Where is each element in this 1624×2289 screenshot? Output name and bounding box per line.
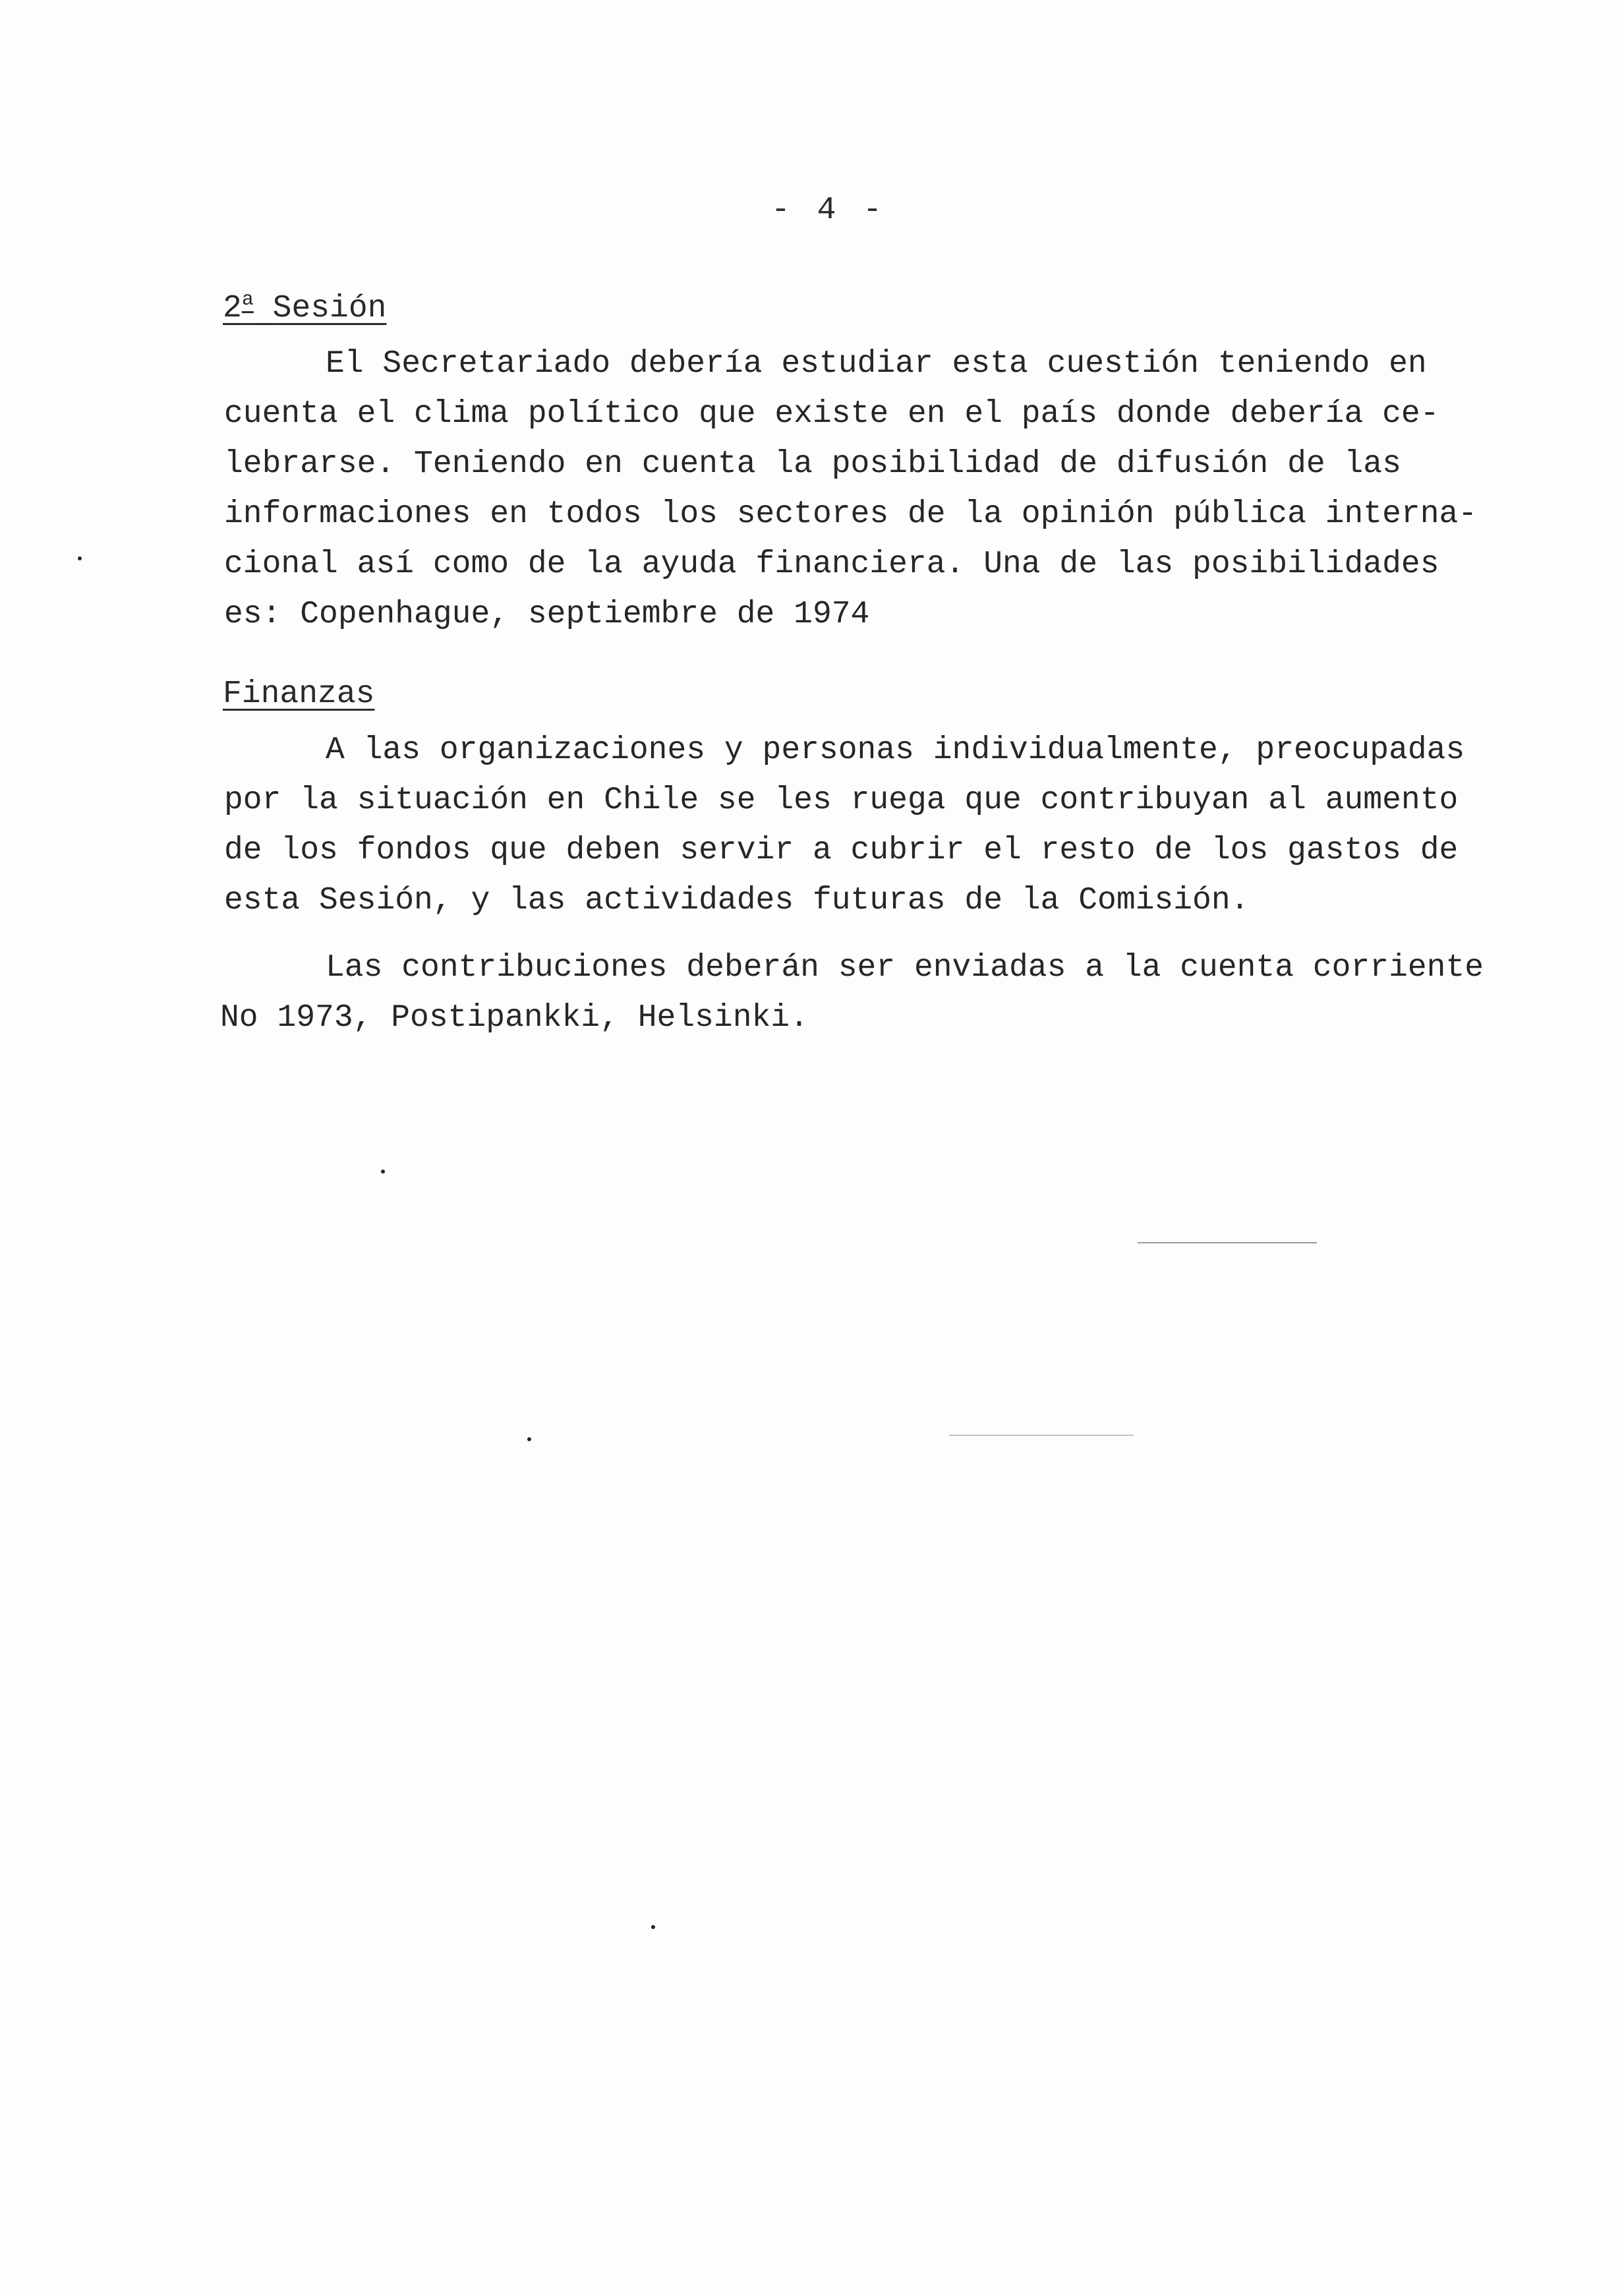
finance-paragraph-line: esta Sesión, y las actividades futuras de la Comisión. [224,883,1250,918]
scan-speck [651,1925,655,1929]
finance-paragraph-line: Las contribuciones deberán ser enviadas a la cuenta corriente [326,950,1484,986]
session-paragraph-line: informaciones en todos los sectores de la opinión pública interna- [224,496,1478,532]
scan-streak [1138,1242,1317,1243]
scan-streak [949,1435,1134,1436]
finance-paragraph-line: de los fondos que deben servir a cubrir el resto de los gastos de [224,833,1459,868]
session-paragraph-line: lebrarse. Teniendo en cuenta la posibilidad de difusión de las [224,446,1401,482]
scan-speck [527,1437,531,1441]
scan-speck [78,556,82,560]
finance-heading: Finanzas [223,676,375,712]
session-paragraph-line: es: Copenhague, septiembre de 1974 [224,597,870,632]
finance-paragraph-line: por la situación en Chile se les ruega que contribuyan al aumento [224,783,1459,818]
finance-paragraph-line: No 1973, Postipankki, Helsinki. [220,1000,809,1036]
session-heading-superscript: a [241,289,254,311]
session-heading [223,289,386,326]
scan-speck [381,1170,385,1174]
session-paragraph-line: cuenta el clima político que existe en el país donde debería ce- [224,396,1439,432]
finance-paragraph-line: A las organizaciones y personas individualmente, preocupadas [326,732,1465,768]
session-heading-title: Sesión [272,291,387,326]
session-heading-prefix: 2 [223,291,242,326]
session-paragraph-line: El Secretariado debería estudiar esta cuestión teniendo en [326,346,1427,382]
session-paragraph-line: cional así como de la ayuda financiera. Una de las posibilidades [224,547,1439,582]
page-number: - 4 - [771,193,886,228]
